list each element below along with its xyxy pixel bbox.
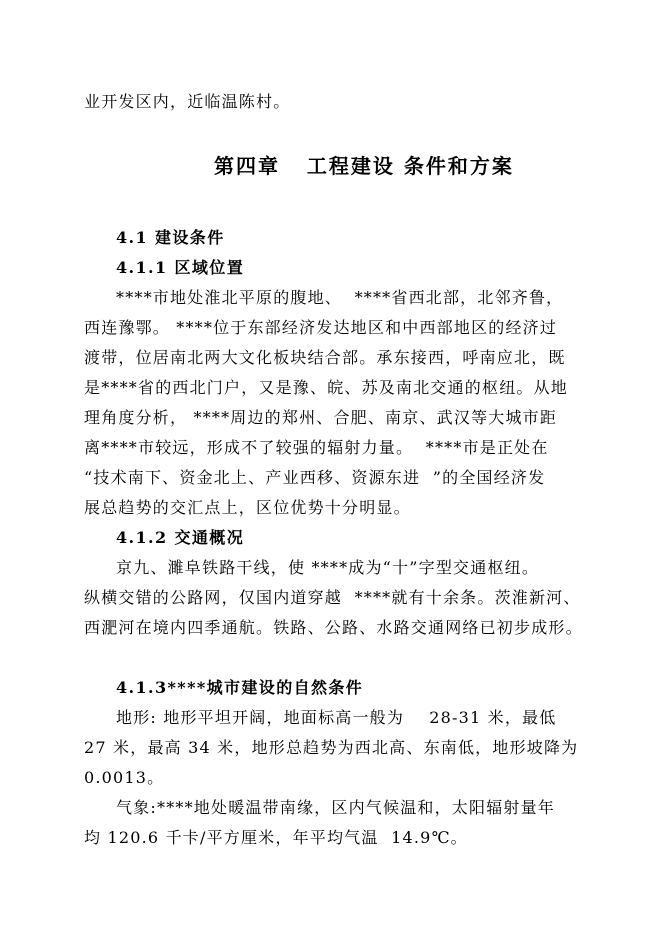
section-heading-4-1-1: 4.1.1 区域位置 — [116, 258, 245, 277]
intro-paragraph-tail: 业开发区内，近临温陈村。 — [84, 92, 291, 111]
section-heading-4-1-3: 4.1.3****城市建设的自然条件 — [116, 678, 364, 697]
section-heading-4-1: 4.1 建设条件 — [116, 228, 225, 247]
paragraph-line: 京九、濉阜铁路干线，使 ****成为“十”字型交通枢纽。 — [116, 558, 540, 577]
paragraph-line: 均 120.6 千卡/平方厘米，年平均气温 14.9℃。 — [84, 828, 468, 847]
paragraph-line: 西连豫鄂。 ****位于东部经济发达地区和中西部地区的经济过 — [84, 318, 558, 337]
paragraph-line: 展总趋势的交汇点上，区位优势十分明显。 — [84, 498, 411, 517]
paragraph-line: 地形: 地形平坦开阔，地面标高一般为 28-31 米，最低 — [116, 708, 557, 727]
section-heading-4-1-2: 4.1.2 交通概况 — [116, 528, 245, 547]
paragraph-line: 是****省的西北门户，又是豫、皖、苏及南北交通的枢纽。从地 — [84, 378, 569, 397]
paragraph-line: 西淝河在境内四季通航。铁路、公路、水路交通网络已初步成形。 — [84, 618, 583, 637]
paragraph-line: “技术南下、资金北上、产业西移、资源东进 ”的全国经济发 — [84, 468, 546, 487]
paragraph-line: 气象:****地处暖温带南缘，区内气候温和，太阳辐射量年 — [116, 798, 555, 817]
paragraph-line: 理角度分析， ****周边的郑州、合肥、南京、武汉等大城市距 — [84, 408, 558, 427]
paragraph-line: 渡带，位居南北两大文化板块结合部。承东接西，呼南应北，既 — [84, 348, 566, 367]
paragraph-line: 0.0013。 — [84, 768, 165, 787]
paragraph-line: 27 米，最高 34 米，地形总趋势为西北高、东南低，地形坡降为 — [84, 738, 579, 757]
paragraph-line: 纵横交错的公路网，仅国内道穿越 ****就有十余条。茨淮新河、 — [84, 588, 581, 607]
paragraph-line: ****市地处淮北平原的腹地、 ****省西北部，北邻齐鲁， — [116, 288, 564, 307]
paragraph-line: 离****市较远，形成不了较强的辐射力量。 ****市是正处在 — [84, 438, 549, 457]
chapter-title: 第四章 工程建设 条件和方案 — [214, 154, 514, 178]
